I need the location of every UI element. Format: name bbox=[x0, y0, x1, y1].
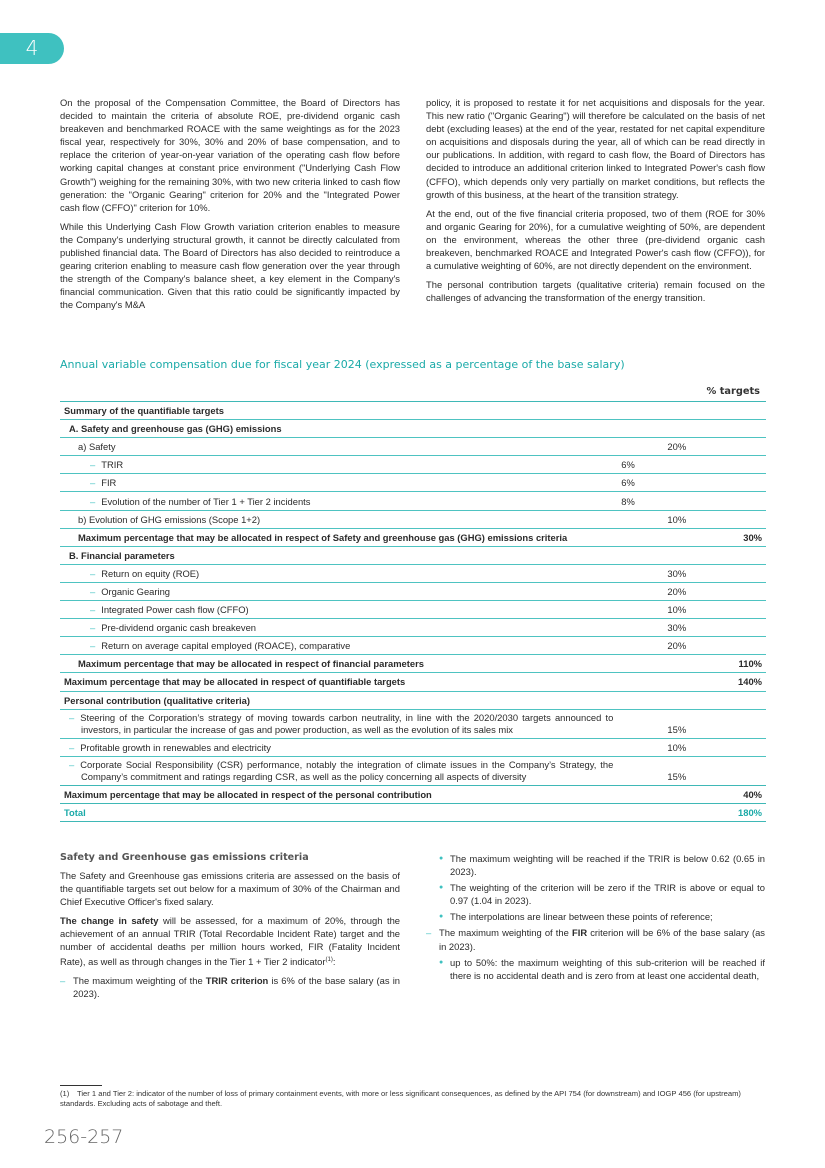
row-label: Maximum percentage that may be allocated in respect of financial parameters bbox=[60, 655, 617, 673]
table-row bbox=[60, 528, 766, 546]
row-label: Summary of the quantifiable targets bbox=[60, 402, 617, 420]
intro-paragraph: At the end, out of the five financial criteria proposed, two of them (ROE for 30% and organic Gearing for 20%), for a cumulative weighting of 50%, are dependent on the environment, whereas the other three (pre-dividend organic cash breakeven, benchmarked ROACE and Integrated Power's cash flow (CFFO)), for a cumulative weighting of 60%, are not directly dependent on the environment. bbox=[426, 207, 765, 272]
total-value: 180% bbox=[710, 803, 766, 821]
dash-icon: – bbox=[90, 604, 96, 616]
table-heading: Annual variable compensation due for fiscal year 2024 (expressed as a percentage of the base salary) bbox=[60, 358, 625, 371]
intro-paragraph: The personal contribution targets (qualitative criteria) remain focused on the challenges of advancing the transformation of the energy transition. bbox=[426, 279, 765, 304]
table-row bbox=[60, 738, 766, 756]
table-row bbox=[60, 673, 766, 691]
list-text: The maximum weighting of the bbox=[439, 927, 572, 939]
table-row bbox=[60, 456, 766, 474]
row-value: 15% bbox=[663, 756, 709, 785]
table-row bbox=[60, 564, 766, 582]
row-value: 10% bbox=[663, 510, 709, 528]
footnote-divider bbox=[60, 1085, 102, 1086]
dash-icon: – bbox=[90, 459, 96, 471]
row-label: Evolution of the number of Tier 1 + Tier 2 incidents bbox=[101, 495, 311, 507]
dash-icon: – bbox=[69, 741, 75, 753]
list-text: is 6% of the base salary (as in 2023). bbox=[73, 974, 400, 999]
intro-right-column bbox=[426, 96, 765, 310]
table-row bbox=[60, 785, 766, 803]
table-row bbox=[60, 655, 766, 673]
row-value: 8% bbox=[617, 492, 663, 510]
row-label: Maximum percentage that may be allocated in respect of Safety and greenhouse gas (GHG) emissions criteria bbox=[60, 528, 617, 546]
row-label: Corporate Social Responsibility (CSR) performance, notably the integration of climate issues in the Company’s Strategy, the Company’s commitment and ratings regarding CSR, as well as the policy concerning all aspects of diversity bbox=[80, 758, 614, 782]
table-row bbox=[60, 546, 766, 564]
paragraph-text: : bbox=[332, 955, 336, 967]
table-row bbox=[60, 438, 766, 456]
row-value: 20% bbox=[663, 438, 709, 456]
row-value: 15% bbox=[663, 709, 709, 738]
safety-section-heading: Safety and Greenhouse gas emissions criteria bbox=[60, 852, 309, 863]
chapter-tab bbox=[0, 33, 64, 64]
row-label: Personal contribution (qualitative criteria) bbox=[60, 691, 617, 709]
compensation-table bbox=[60, 401, 766, 822]
paragraph-text: will be assessed, for a maximum of 20%, through the achievement of an annual TRIR (Total Recordable Incident Rate) target and the number of accidental deaths per million hours worked, FIR (Fatality Incident Rate), as well as through changes in the Tier 1 + Tier 2 indicator bbox=[60, 915, 400, 967]
bold-phrase: FIR bbox=[571, 927, 588, 939]
row-label: Return on equity (ROE) bbox=[101, 567, 200, 579]
safety-paragraph: The Safety and Greenhouse gas emissions criteria are assessed on the basis of the quantifiable targets set out below for a maximum of 30% of the Chairman and Chief Executive Officer's fixed salary. bbox=[60, 870, 400, 908]
table-row bbox=[60, 510, 766, 528]
row-value: 30% bbox=[710, 528, 766, 546]
row-label: Steering of the Corporation’s strategy of moving towards carbon neutrality, in line with the 2020/2030 targets announced to investors, in particular the increase of gas and power production, as well as the evolution of its sales mix bbox=[80, 711, 614, 735]
table-row bbox=[60, 492, 766, 510]
bold-phrase: The change in safety bbox=[60, 915, 159, 927]
bullet-list-item: ● up to 50%: the maximum weighting of this sub-criterion will be reached if there is no accidental death and is zero from at least one accidental death, bbox=[426, 956, 765, 982]
row-label: b) Evolution of GHG emissions (Scope 1+2) bbox=[60, 510, 617, 528]
table-row bbox=[60, 709, 766, 738]
row-label: TRIR bbox=[101, 459, 124, 471]
dash-icon: – bbox=[90, 567, 96, 579]
row-value: 40% bbox=[710, 785, 766, 803]
row-label: Maximum percentage that may be allocated in respect of the personal contribution bbox=[60, 785, 617, 803]
row-value: 20% bbox=[663, 637, 709, 655]
row-label: Maximum percentage that may be allocated in respect of quantifiable targets bbox=[60, 673, 617, 691]
dash-list-item bbox=[60, 974, 400, 1000]
row-value: 10% bbox=[663, 601, 709, 619]
table-row bbox=[60, 756, 766, 785]
page-number: 256-257 bbox=[44, 1126, 124, 1148]
safety-left-column bbox=[60, 869, 400, 1003]
row-value: 30% bbox=[663, 564, 709, 582]
footnote-ref: (1) bbox=[325, 956, 333, 963]
bullet-list-item: ● The weighting of the criterion will be zero if the TRIR is above or equal to 0.97 (1.04 in 2023). bbox=[426, 881, 765, 907]
safety-right-column bbox=[426, 852, 765, 985]
table-row bbox=[60, 582, 766, 600]
dash-icon: – bbox=[90, 495, 96, 507]
table-row bbox=[60, 474, 766, 492]
row-value: 10% bbox=[663, 738, 709, 756]
dash-icon: – bbox=[90, 477, 96, 489]
row-value: 6% bbox=[617, 456, 663, 474]
total-label: Total bbox=[60, 803, 617, 821]
row-label: Profitable growth in renewables and electricity bbox=[80, 741, 271, 753]
row-label: FIR bbox=[101, 477, 117, 489]
row-label: a) Safety bbox=[60, 438, 617, 456]
row-label: B. Financial parameters bbox=[60, 546, 617, 564]
table-total-row bbox=[60, 803, 766, 821]
dash-icon: – bbox=[69, 711, 75, 723]
row-value: 6% bbox=[617, 474, 663, 492]
bold-phrase: TRIR criterion bbox=[205, 974, 269, 986]
list-text: The maximum weighting of the bbox=[73, 974, 206, 986]
table-row bbox=[60, 619, 766, 637]
safety-paragraph bbox=[60, 914, 400, 968]
table-row bbox=[60, 420, 766, 438]
intro-paragraph: On the proposal of the Compensation Committee, the Board of Directors has decided to maintain the criteria of absolute ROE, pre-dividend organic cash breakeven and benchmarked ROACE with the same weightings as for the 2023 fiscal year, respectively for 30%, 30% and 20% of base compensation, and to replace the criterion of year-on-year variation of the operating cash flow before working capital changes at constant price environment ("Underlying Cash Flow Growth") weighing for the remaining 30%, with two new criteria linked to cash flow generation: the "Organic Gearing" criterion for 20% and the "Integrated Power cash flow (CFFO)" criterion for 10%. bbox=[60, 97, 400, 213]
dash-icon: – bbox=[69, 758, 75, 770]
list-text: criterion will be 6% of the base salary (as in 2023). bbox=[439, 927, 765, 952]
dash-icon: – bbox=[90, 640, 96, 652]
row-value: 140% bbox=[710, 673, 766, 691]
footnote-number: (1) bbox=[60, 1089, 70, 1098]
dash-list-item bbox=[426, 926, 765, 952]
bullet-list-item: ● The interpolations are linear between these points of reference; bbox=[426, 910, 765, 923]
dash-icon: – bbox=[90, 622, 96, 634]
row-label: A. Safety and greenhouse gas (GHG) emissions bbox=[60, 420, 617, 438]
table-row bbox=[60, 637, 766, 655]
table-row bbox=[60, 402, 766, 420]
bullet-list-item: ● The maximum weighting will be reached if the TRIR is below 0.62 (0.65 in 2023). bbox=[426, 852, 765, 878]
table-row bbox=[60, 601, 766, 619]
intro-paragraph: While this Underlying Cash Flow Growth variation criterion enables to measure the Company's underlying structural growth, it cannot be directly calculated from published financial data. The Board of Directors has also decided to reintroduce a gearing criterion enabling to measure cash flow generation over the year through the strength of the Company's balance sheet, a key element in the Company's financial communication. Given that this ratio could be significantly impacted by the Company's M&A bbox=[60, 220, 400, 311]
row-label: Return on average capital employed (ROACE), comparative bbox=[101, 640, 351, 652]
intro-left-column bbox=[60, 96, 400, 318]
row-label: Pre-dividend organic cash breakeven bbox=[101, 622, 256, 634]
footnote-text: Tier 1 and Tier 2: indicator of the number of loss of primary containment events, with more or less significant consequences, as defined by the API 754 (for downstream) and IOGP 456 (for upstream) standards. Excluding acts of sabotage and theft. bbox=[60, 1089, 741, 1108]
table-row bbox=[60, 691, 766, 709]
row-value: 20% bbox=[663, 582, 709, 600]
row-label: Organic Gearing bbox=[101, 585, 171, 597]
intro-paragraph: policy, it is proposed to restate it for net acquisitions and disposals for the year. This new ratio ("Organic Gearing") will therefore be calculated on the basis of net debt (excluding leases) at the end of the year, restated for net capital expenditure on acquisitions and disposals during the year, all of which can be read directly in our publications. In addition, with regard to cash flow, the Board of Directors has decided to introduce an additional criterion linked to Integrated Power's cash flow (CFFO), which depends only very partially on market conditions, but reflects the growth of this business, at the heart of the transition strategy. bbox=[426, 97, 765, 200]
row-value: 110% bbox=[710, 655, 766, 673]
targets-column-header: % targets bbox=[706, 386, 760, 397]
dash-icon: – bbox=[90, 585, 96, 597]
chapter-number: 4 bbox=[25, 36, 39, 60]
row-value: 30% bbox=[663, 619, 709, 637]
row-label: Integrated Power cash flow (CFFO) bbox=[101, 604, 249, 616]
footnote bbox=[60, 1089, 766, 1109]
